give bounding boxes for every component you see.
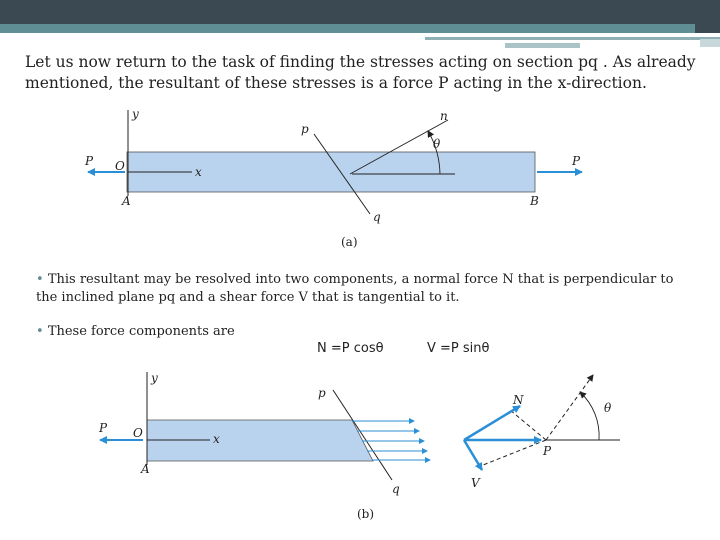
caption-a: (a): [341, 235, 358, 249]
shear-force-v-arrow: [464, 440, 482, 470]
label-x-b: x: [213, 432, 220, 446]
figure-b: [98, 371, 430, 521]
label-y-a: y: [132, 107, 139, 121]
label-p-b: p: [318, 386, 326, 400]
formula-normal-force: N =P cosθ: [317, 341, 384, 356]
label-end-b: B: [530, 194, 539, 208]
label-origin-b: O: [133, 426, 143, 440]
label-theta-a: θ: [433, 137, 441, 151]
label-x-a: x: [195, 165, 202, 179]
figure-c-force-triangle: [464, 375, 620, 490]
label-p-a: p: [301, 122, 309, 136]
label-theta-c: θ: [604, 401, 612, 415]
caption-b: (b): [357, 507, 375, 521]
label-y-b: y: [151, 371, 158, 385]
normal-force-n-arrow: [464, 406, 520, 440]
bullet-marker: •: [36, 324, 44, 339]
bullet-marker: •: [36, 272, 44, 287]
dashed-construction-upper: [510, 410, 546, 440]
label-end-a: A: [122, 194, 131, 208]
label-p-c: P: [543, 444, 552, 458]
bullet-text: These force components are: [47, 324, 235, 339]
bullet-text: This resultant may be resolved into two components, a normal force N that is perpendicular to the inclined plane pq and a shear force V that is tangential to it.: [36, 272, 674, 305]
intro-paragraph: Let us now return to the task of finding the stresses acting on section pq . As already mentioned, the resultant of these stresses is a force P acting in the x-direction.: [25, 53, 696, 92]
label-v-c: V: [471, 476, 480, 490]
label-q-a: q: [373, 210, 381, 224]
label-q-b: q: [392, 482, 400, 496]
label-force-left-a: P: [85, 154, 94, 168]
formula-shear-force: V =P sinθ: [427, 341, 490, 356]
label-n-c: N: [513, 393, 524, 407]
label-force-left-b: P: [99, 421, 108, 435]
label-end-a-b: A: [141, 462, 150, 476]
label-n-a: n: [440, 109, 448, 123]
label-force-right-a: P: [572, 154, 581, 168]
theta-arc-c: [580, 392, 599, 440]
dashed-construction-lower: [478, 440, 546, 467]
label-origin-a: O: [115, 159, 125, 173]
normal-direction-dashed: [546, 375, 593, 440]
figure-a: [84, 107, 582, 249]
